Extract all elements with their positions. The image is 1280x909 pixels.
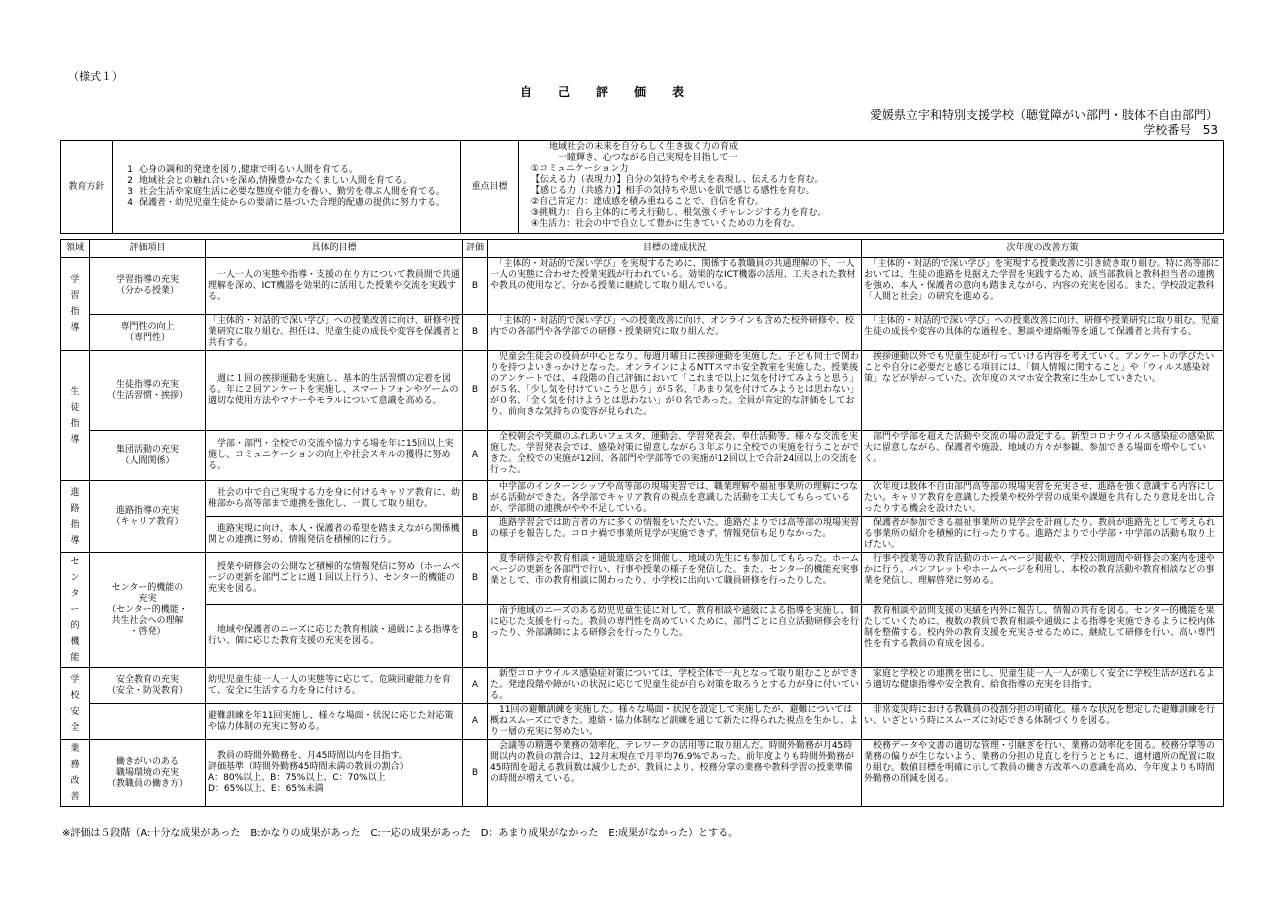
school-number-line xyxy=(1143,121,1218,138)
domain-cell xyxy=(61,258,90,351)
improvement-plan: 挨拶運動以外でも児童生徒が行っていける内容を考えていく。アンケートの学びたいことや自分に必要だと感じる項目には、「個人情報に関すること」や「ウィルス感染対策」などが挙がっていた。次年度のスマホ安全教室に生かしていきたい。 xyxy=(862,351,1224,431)
specific-target: 学部・部門・全校での交流や協力する場を年に15回以上実施し、コミュニケーションの向上や社会スキルの獲得に努める。 xyxy=(206,431,463,481)
focus-line: ②自己肯定力：達成感を積み重ねることで、自信を育む。 xyxy=(531,197,764,207)
specific-target: 週に１回の挨拶運動を実施し、基本的生活習慣の定着を図る。年に２回アンケートを実施し、スマートフォンやゲームの適切な使用方法やマナーやモラルについて意識を高める。 xyxy=(206,351,463,431)
domain-char: 能 xyxy=(70,653,80,663)
rating-value: B xyxy=(463,351,488,431)
specific-target: 避難訓練を年11回実施し、様々な場面・状況に応じた対応策や協力体制の充実に努める。 xyxy=(206,704,463,740)
policy-list xyxy=(113,141,461,234)
focus-line: 地域社会の未来を自分らしく生き抜く力の育成 xyxy=(531,142,739,152)
evaluation-item: 学習指導の充実 （分かる授業） xyxy=(90,258,206,315)
rating-value: B xyxy=(463,553,488,605)
domain-char: 改 xyxy=(70,776,80,786)
domain-char: 導 xyxy=(70,535,80,546)
policy-item: 4 保護者・幼児児童生徒からの要請に基づいた合理的配慮の提供に努力する。 xyxy=(127,198,446,208)
achievement-status: 会議等の精選や業務の効率化、テレワークの活用等に取り組んだ。時間外勤務が月45時間以内の教員の割合は、12月末現在で月平均76.9%であった。前年度よりも時間外勤務が45時間を超える教員数は減少したが、教員により、校務分掌の業務や教科学習の授業準備の時間が増えている。 xyxy=(488,740,862,807)
policy-item: 2 地域社会との触れ合いを深め,情操豊かなたくましい人間を育てる。 xyxy=(127,176,412,186)
achievement-status: 進路学習会では助言者の方に多くの情報をいただいた。進路だよりでは高等部の現場実習の様子を報告した。コロナ禍で事業所見学が実施できず、情報発信も足りなかった。 xyxy=(488,517,862,553)
policy-label: 教育方針 xyxy=(61,141,113,234)
rating-value: B xyxy=(463,517,488,553)
specific-target: 社会の中で自己実現する力を身に付けるキャリア教育に、幼稚部から高等部まで連携を強化し、一貫して取り組む。 xyxy=(206,481,463,517)
table-row xyxy=(61,740,1224,807)
evaluation-item: 生徒指導の充実 （生活習慣・挨拶） xyxy=(90,351,206,431)
header-item: 評価項目 xyxy=(90,240,206,258)
school-number: 53 xyxy=(1202,123,1218,137)
focus-line: 一瞳輝き、心つながる自己実現を目指して一 xyxy=(531,153,738,163)
domain-cell xyxy=(61,740,90,807)
evaluation-item: センター的機能の 充実 （センター的機能・ 共生社会への理解 ・啓発） xyxy=(90,553,206,668)
header-domain: 領域 xyxy=(61,240,90,258)
evaluation-item: 安全教育の充実 （安全・防災教育） xyxy=(90,668,206,704)
achievement-status: 中学部のインターンシップや高等部の現場実習では、職業理解や福祉事業所の理解につながる活動ができた。各学部でキャリア教育の視点を意識した活動を工夫してもらっているが、学部間の連携がやや不足している。 xyxy=(488,481,862,517)
rating-value: A xyxy=(463,668,488,704)
domain-char: 善 xyxy=(70,792,80,802)
evaluation-item: 進路指導の充実 （キャリア教育） xyxy=(90,481,206,553)
achievement-status: 「主体的・対話的で深い学び」を実現するために、関係する教職員の共通理解の下、一人一人の実態に合わせた授業実践が行われている。効果的なICT機器の活用、工夫された教材や教具の使用など、分かる授業に継続して取り組んでいる。 xyxy=(488,258,862,315)
rating-value: A xyxy=(463,431,488,481)
evaluation-item: 専門性の向上 （専門性） xyxy=(90,315,206,351)
domain-char: 導 xyxy=(70,323,80,333)
domain-char: 徒 xyxy=(70,402,80,413)
specific-target: 授業や研修会の公開など積極的な情報発信に努め（ホームページの更新を部門ごとに週１回以上行う）、センター的機能の充実を図る。 xyxy=(206,553,463,605)
improvement-plan: 保護者が参加できる福祉事業所の見学会を計画したり、教員が進路先として考えられる事業所の紹介を積極的に行ったりする。進路だよりで小学部・中学部の活動も取り上げたい。 xyxy=(862,517,1224,553)
domain-cell xyxy=(61,553,90,668)
domain-cell xyxy=(61,481,90,553)
domain-char: 指 xyxy=(70,519,80,530)
specific-target: 地域や保護者のニーズに応じた教育相談・通級による指導を行い、個に応じた教育支援の充実を図る。 xyxy=(206,605,463,668)
specific-target: 進路実現に向け、本人・保護者の希望を踏まえながら関係機関との連携に努め、情報発信を積極的に行う。 xyxy=(206,517,463,553)
policy-item: 3 社会生活や家庭生活に必要な態度や能力を養い、勤労を尊ぶ人間を育てる。 xyxy=(127,187,446,197)
specific-target: 幼児児童生徒一人一人の実態等に応じて、危険回避能力を育て、安全に生活する力を身に付ける。 xyxy=(206,668,463,704)
rating-value: B xyxy=(463,605,488,668)
domain-char: 生 xyxy=(70,386,80,397)
improvement-plan: 行事や授業等の教育活動のホームページ掲載や、学校公開週間や研修会の案内を速やかに行う。パンフレットやホームページを利用し、本校の教育活動や教育相談などの事業を発信し、理解啓発に努める。 xyxy=(862,553,1224,605)
improvement-plan: 教育相談や訪問支援の実績を内外に報告し、情報の共有を図る。センター的機能を果たしていくために、複数の教員で教育相談や通級による指導を実施できるように校内体制を整備する。校内外の教育支援を充実させるために、継続して研修を行い、高い専門性を有する教員の育成を図る。 xyxy=(862,605,1224,668)
domain-char: タ xyxy=(70,589,80,599)
domain-char: 全 xyxy=(70,722,80,733)
domain-char: 的 xyxy=(70,621,80,631)
improvement-plan: 家庭と学校との連携を密にし、児童生徒一人一人が楽しく安全に学校生活が送れるよう適切な健康指導や安全教育、給食指導の充実を目指す。 xyxy=(862,668,1224,704)
achievement-status: 「主体的・対話的で深い学び」への授業改善に向け、オンラインも含めた校外研修や、校内での各部門や各学部での研修・授業研究に取り組んだ。 xyxy=(488,315,862,351)
domain-char: 学 xyxy=(70,275,80,285)
domain-char: 機 xyxy=(70,637,80,647)
achievement-status: 夏季研修会や教育相談・通級連絡会を開催し、地域の先生にも参加してもらった。ホームページの更新を各部門で行い、行事や授業の様子を発信した。また、センター的機能充実事業として、市の教育相談に関わったり、小学校に出向いて職員研修を行ったりした。 xyxy=(488,553,862,605)
evaluation-table xyxy=(60,239,1224,807)
domain-char: セ xyxy=(70,557,80,567)
footnote: ※評価は５段階（A:十分な成果があった B:かなりの成果があった C:一応の成果があった D：あまり成果がなかった E:成果がなかった）とする。 xyxy=(62,828,739,839)
domain-char: 業 xyxy=(70,744,80,754)
focus-line: 【感じる力（共感力）】相手の気持ちや思いを肌で感じる感性を育む。 xyxy=(531,186,815,196)
focus-line: ③挑戦力：自ら主体的に考え行動し、根気強くチャレンジする力を育む。 xyxy=(531,208,827,218)
domain-char: 進 xyxy=(70,487,80,498)
rating-value: B xyxy=(463,740,488,807)
table-row xyxy=(61,704,1224,740)
focus-line: ①コミュニケーション力 xyxy=(531,164,629,174)
evaluation-item: 働きがいのある 職場環境の充実 （教職員の働き方） xyxy=(90,740,206,807)
focus-label: 重点目標 xyxy=(461,141,519,234)
table-row xyxy=(61,481,1224,517)
domain-cell xyxy=(61,351,90,481)
improvement-plan: 「主体的・対話的で深い学び」を実現する授業改善に引き続き取り組む。特に高等部においては、生徒の進路を見据えた学習を実践するため、該当部教員と教科担当者の連携を強め、本人・保護者の意向も踏まえながら、内容の充実を図る。また、学校設定教科「人間と社会」の研究を進める。 xyxy=(862,258,1224,315)
header-rating: 評価 xyxy=(463,240,488,258)
specific-target: 一人一人の実態や指導・支援の在り方について教員間で共通理解を深め、ICT機器を効果的に活用した授業や交流を実践する。 xyxy=(206,258,463,315)
header-target: 具体的目標 xyxy=(206,240,463,258)
improvement-plan: 非常変災時における教職員の役割分担の明確化。様々な状況を想定した避難訓練を行い、いざという時にスムーズに対応できる体制づくりを図る。 xyxy=(862,704,1224,740)
table-row xyxy=(61,315,1224,351)
table-row xyxy=(61,553,1224,605)
domain-char: 指 xyxy=(70,307,80,317)
domain-char: ー xyxy=(70,605,80,615)
rating-value: B xyxy=(463,258,488,315)
table-row xyxy=(61,431,1224,481)
form-label: （様式１） xyxy=(68,70,123,83)
document-title: 自己評価表 xyxy=(520,85,711,99)
rating-value: A xyxy=(463,704,488,740)
table-row xyxy=(61,351,1224,431)
evaluation-item: 集団活動の充実 （人間関係） xyxy=(90,431,206,481)
specific-target: 教員の時間外勤務を、月45時間以内を目指す。 評価基準（時間外勤務45時間未満の教員の割合） A：80%以上、B：75%以上、C：70%以上 D：65%以上、E：65%未満 xyxy=(206,740,463,807)
domain-char: 安 xyxy=(70,706,80,717)
achievement-status: 新型コロナウイルス感染症対策については、学校全体で一丸となって取り組むことができた。発達段階や障がいの状況に応じて児童生徒が自ら対策を取ろうとする力が身に付いている。 xyxy=(488,668,862,704)
table-row xyxy=(61,668,1224,704)
table-row xyxy=(61,258,1224,315)
improvement-plan: 部門や学部を超えた活動や交流の場の設定する。新型コロナウイルス感染症の感染拡大に留意しながら、保護者や施設、地域の方々が参観、参加できる場面を増やしていく。 xyxy=(862,431,1224,481)
domain-char: 路 xyxy=(70,503,80,514)
achievement-status: 全校朝会や笑顔のふれあいフェスタ、運動会、学習発表会、奉仕活動等、様々な交流を実施した。学習発表会では、感染対策に留意しながら３年ぶりに全校での実施を行うことができた。全校での実施が12回、各部門や学部等での実施が12回以上で合計24回以上の交流を行った。 xyxy=(488,431,862,481)
rating-value: B xyxy=(463,481,488,517)
domain-char: 習 xyxy=(70,291,80,301)
domain-char: 学 xyxy=(70,674,80,685)
achievement-status: 11回の避難訓練を実施した。様々な場面・状況を設定して実施したが、避難については概ねスムーズにできた。連絡・協力体制など訓練を通じて新たに得られた視点を生かし、より一層の充実に努めたい。 xyxy=(488,704,862,740)
improvement-plan: 校務データや文書の適切な管理・引継ぎを行い、業務の効率化を図る。校務分掌等の業務の偏りが生じないよう、業務の分担の見直しを行うとともに、適材適所の配置に取り組む。数値目標を明確に示して教員の働き方改革への意識を高め、今年度よりも時間外勤務の削減を図る。 xyxy=(862,740,1224,807)
table-row xyxy=(61,517,1224,553)
domain-char: 校 xyxy=(70,690,80,701)
table-row xyxy=(61,605,1224,668)
header-status: 目標の達成状況 xyxy=(488,240,862,258)
focus-list xyxy=(519,141,1224,234)
domain-char: 指 xyxy=(70,418,80,429)
domain-char: ン xyxy=(70,573,80,583)
header-plan: 次年度の改善方策 xyxy=(862,240,1224,258)
rating-value: B xyxy=(463,315,488,351)
policy-item: 1 心身の調和的発達を図り,健康で明るい人間を育てる。 xyxy=(127,165,358,175)
improvement-plan: 「主体的・対話的で深い学び」への授業改善に向け、研修や授業研究に取り組む。児童生徒の成長や変容の具体的な過程を、懇談や連絡帳等を通して保護者と共有する。 xyxy=(862,315,1224,351)
policy-table xyxy=(60,140,1224,234)
achievement-status: 南予地域のニーズのある幼児児童生徒に対して、教育相談や通級による指導を実施し、個に応じた支援を行った。教員の専門性を高めていくために、部門ごとに自立活動研修会を行ったり、外部講師による研修会を行ったりした。 xyxy=(488,605,862,668)
focus-line: 【伝える力（表現力）】自分の気持ちや考えを表現し、伝える力を育む。 xyxy=(531,175,824,185)
school-name: 愛媛県立宇和特別支援学校（聴覚障がい部門・肢体不自由部門） xyxy=(869,108,1218,122)
domain-char: 務 xyxy=(70,760,80,770)
school-number-label: 学校番号 xyxy=(1143,123,1192,137)
domain-char: 導 xyxy=(70,434,80,445)
achievement-status: 児童会生徒会の役員が中心となり、毎週月曜日に挨拶運動を実施した。子ども同士で関わりを持つよいきっかけとなった。オンラインによるNTTスマホ安全教室を実施した。授業後のアンケートでは、４段階の自己評価において「これまで以上に気を付けてみようと思う」が５名、「少し気を付けていこうと思う」が５名、「あまり気を付けてみようとは思わない」が０名、「全く気を付けようとは思わない」が０名であった。全員が肯定的な評価をしており、前向きな気持ちの変容が見られた。 xyxy=(488,351,862,431)
specific-target: 「主体的・対話的で深い学び」への授業改善に向け、研修や授業研究に取り組む。担任は、児童生徒の成長や変容を保護者と共有する。 xyxy=(206,315,463,351)
evaluation-item xyxy=(90,704,206,740)
domain-cell xyxy=(61,668,90,740)
improvement-plan: 次年度は肢体不自由部門高等部の現場実習を充実させ、進路を強く意識する内容にしたい。キャリア教育を意識した授業や校外学習の成果や課題を共有したり意見を出し合ったりする機会を設けたい。 xyxy=(862,481,1224,517)
focus-line: ④生活力：社会の中で自立して豊かに生きていくための力を育む。 xyxy=(531,219,801,229)
